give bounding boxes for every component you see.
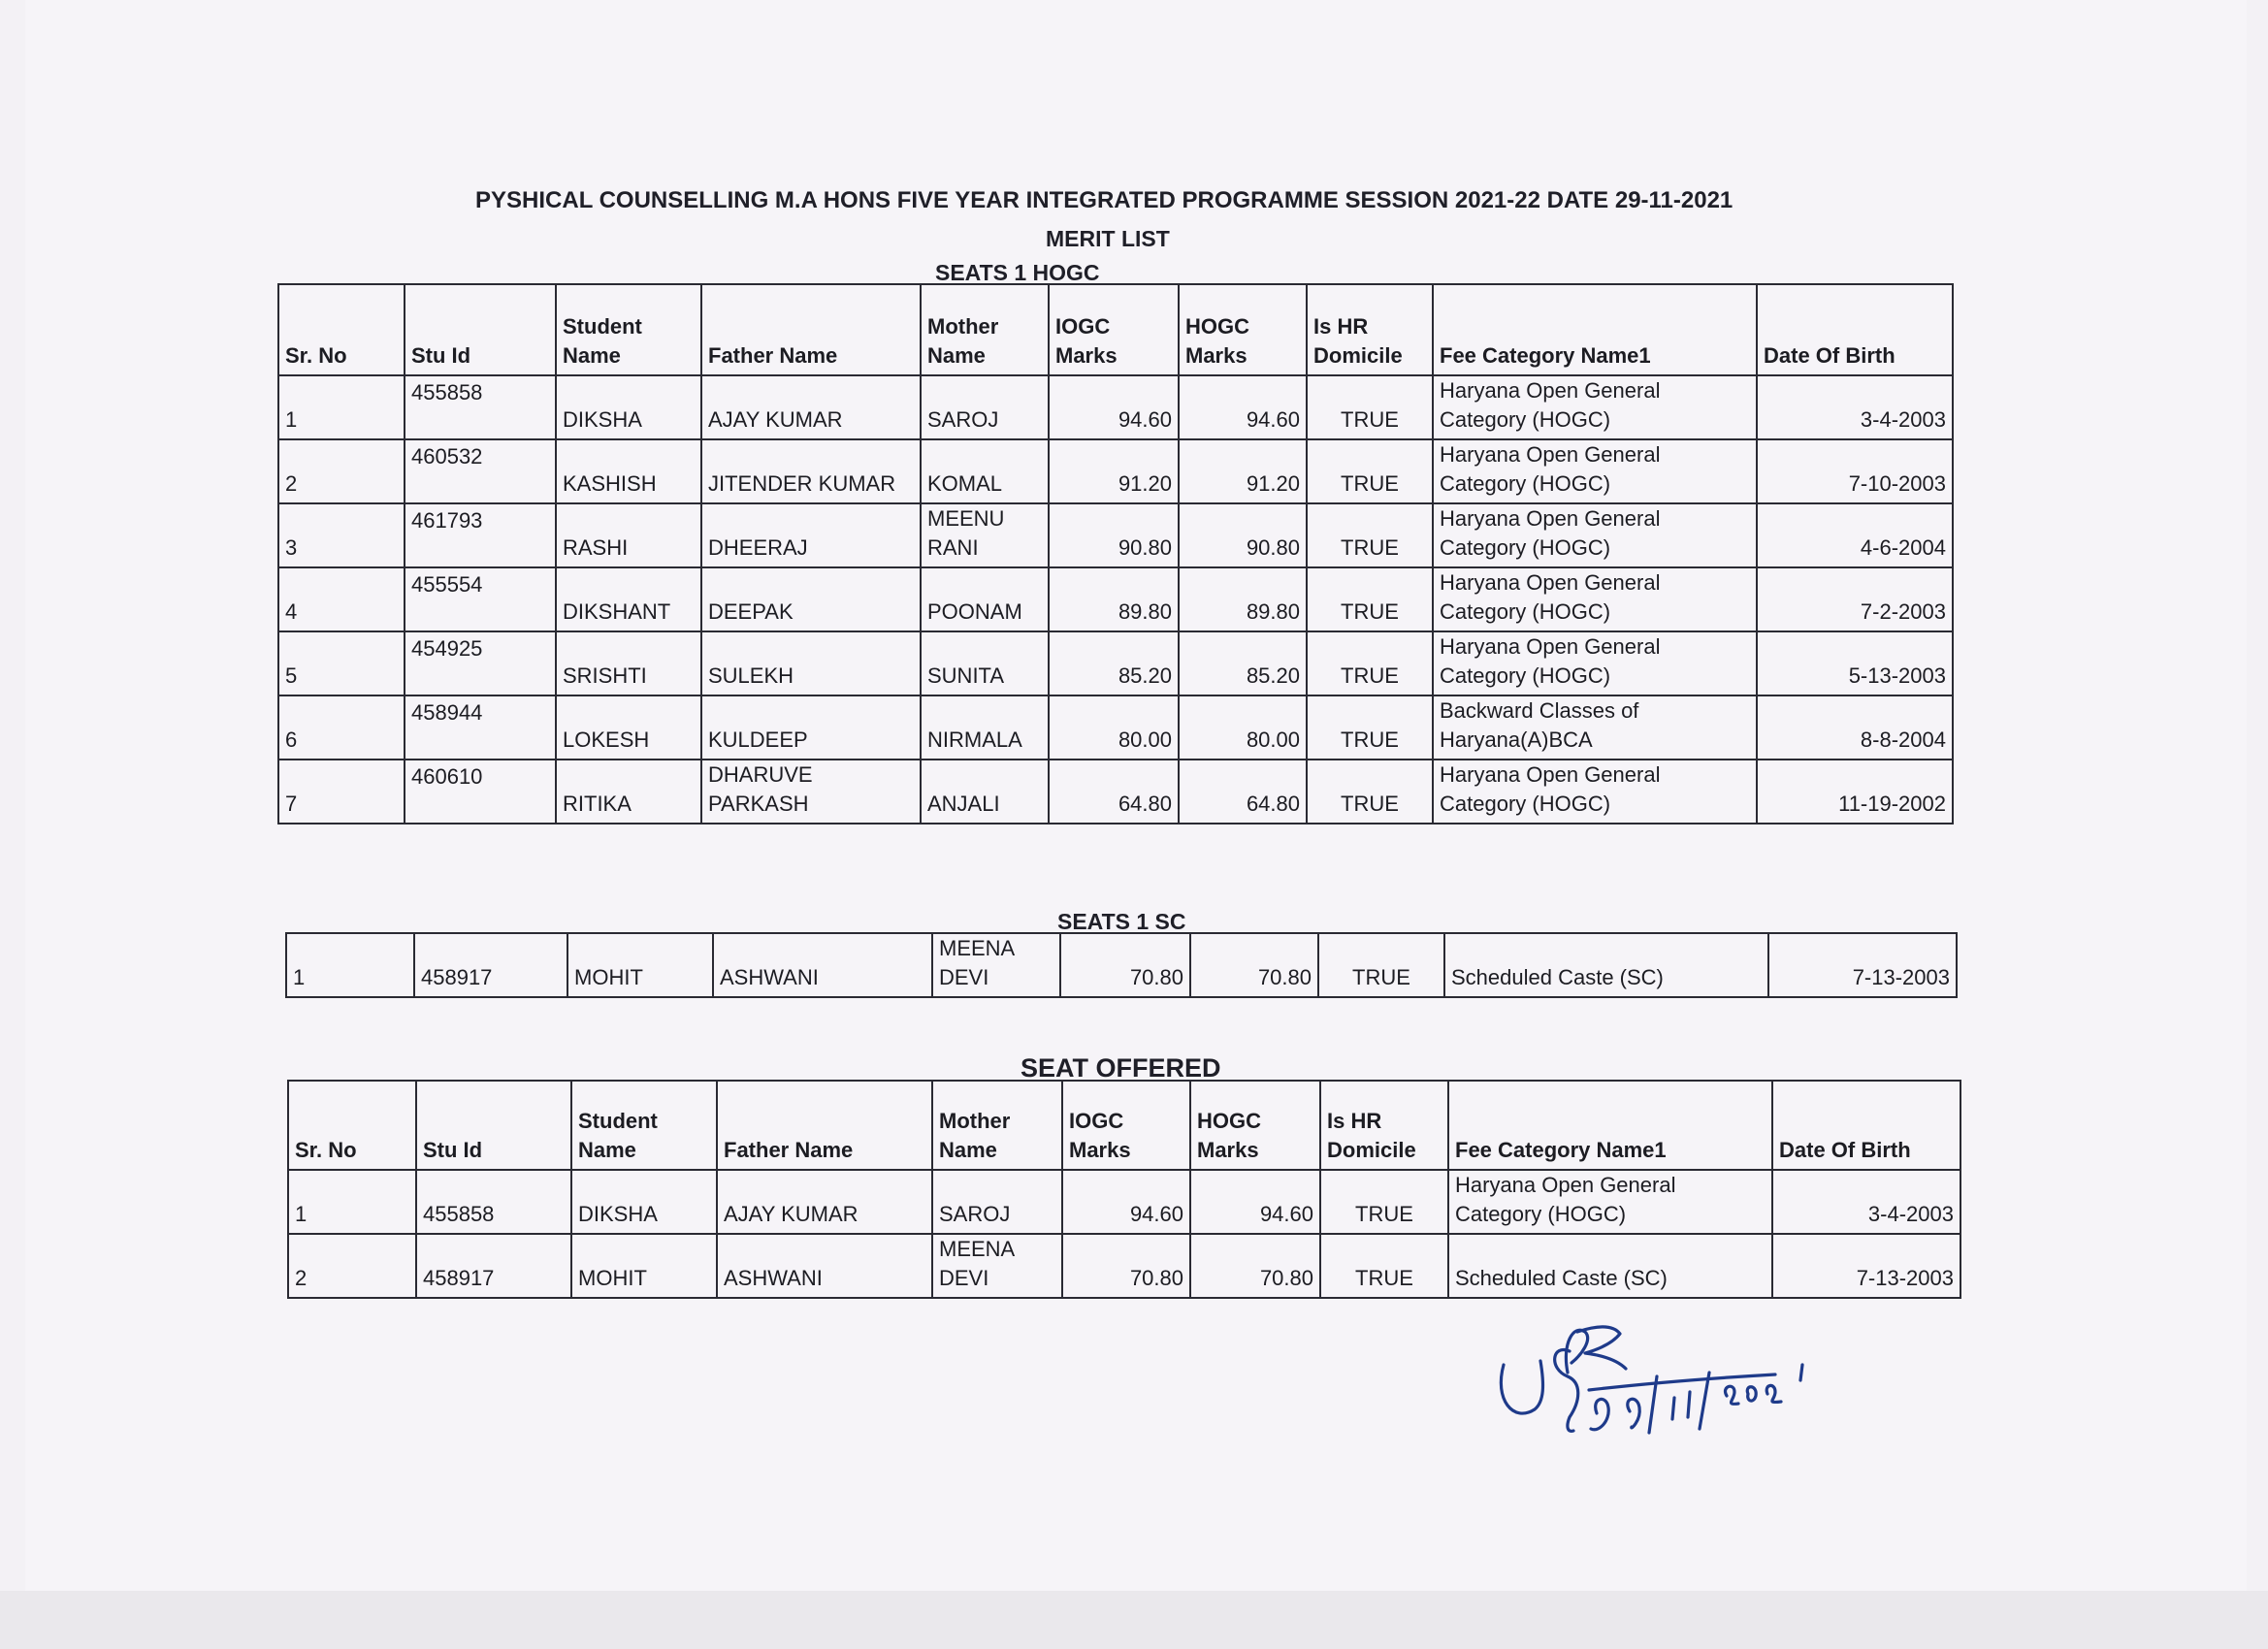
cell-student-name: RASHI	[556, 503, 701, 567]
header-hogc-marks: HOGC Marks	[1179, 284, 1307, 375]
table-row	[278, 631, 1953, 695]
cell-iogc-marks: 91.20	[1049, 439, 1179, 503]
header-dob: Date Of Birth	[1772, 1081, 1960, 1170]
cell-stu-id: 455858	[416, 1170, 571, 1234]
cell-dob: 7-10-2003	[1757, 439, 1953, 503]
header-mother-name: Mother Name	[932, 1081, 1062, 1170]
cell-hogc-marks: 94.60	[1179, 375, 1307, 439]
cell-sr-no: 1	[286, 933, 414, 997]
cell-hogc-marks: 64.80	[1179, 760, 1307, 824]
table-header-row	[278, 284, 1953, 375]
cell-hogc-marks: 90.80	[1179, 503, 1307, 567]
header-dob: Date Of Birth	[1757, 284, 1953, 375]
cell-father-name: DHEERAJ	[701, 503, 921, 567]
header-mother-name: Mother Name	[921, 284, 1049, 375]
cell-hogc-marks: 89.80	[1179, 567, 1307, 631]
header-sr-no: Sr. No	[278, 284, 405, 375]
cell-sr-no: 2	[278, 439, 405, 503]
cell-sr-no: 7	[278, 760, 405, 824]
header-stu-id: Stu Id	[405, 284, 556, 375]
document-title: PYSHICAL COUNSELLING M.A HONS FIVE YEAR INTEGRATED PROGRAMME SESSION 2021-22 DATE 29-11-2021	[475, 187, 1733, 213]
cell-sr-no: 1	[288, 1170, 416, 1234]
table-row	[278, 503, 1953, 567]
cell-dob: 3-4-2003	[1757, 375, 1953, 439]
handwritten-signature	[1484, 1305, 1833, 1450]
cell-hogc-marks: 70.80	[1190, 933, 1318, 997]
table-row	[288, 1170, 1960, 1234]
header-stu-id: Stu Id	[416, 1081, 571, 1170]
cell-is-hr-domicile: TRUE	[1320, 1170, 1448, 1234]
cell-student-name: DIKSHA	[556, 375, 701, 439]
table-row	[278, 695, 1953, 760]
cell-father-name: DHARUVE PARKASH	[701, 760, 921, 824]
cell-dob: 11-19-2002	[1757, 760, 1953, 824]
cell-iogc-marks: 94.60	[1049, 375, 1179, 439]
cell-mother-name: NIRMALA	[921, 695, 1049, 760]
header-fee-category: Fee Category Name1	[1433, 284, 1757, 375]
cell-stu-id: 455554	[405, 567, 556, 631]
sc-seats-heading: SEATS 1 SC	[1057, 909, 1186, 934]
header-father-name: Father Name	[717, 1081, 932, 1170]
cell-father-name: JITENDER KUMAR	[701, 439, 921, 503]
cell-student-name: DIKSHANT	[556, 567, 701, 631]
header-sr-no: Sr. No	[288, 1081, 416, 1170]
cell-is-hr-domicile: TRUE	[1318, 933, 1444, 997]
cell-is-hr-domicile: TRUE	[1307, 439, 1433, 503]
cell-is-hr-domicile: TRUE	[1307, 375, 1433, 439]
cell-mother-name: MEENU RANI	[921, 503, 1049, 567]
cell-fee-category: Haryana Open General Category (HOGC)	[1433, 503, 1757, 567]
cell-is-hr-domicile: TRUE	[1320, 1234, 1448, 1298]
cell-mother-name: SUNITA	[921, 631, 1049, 695]
header-student-name: Student Name	[571, 1081, 717, 1170]
cell-stu-id: 461793	[405, 503, 556, 567]
cell-hogc-marks: 85.20	[1179, 631, 1307, 695]
cell-mother-name: SAROJ	[921, 375, 1049, 439]
cell-student-name: LOKESH	[556, 695, 701, 760]
cell-is-hr-domicile: TRUE	[1307, 631, 1433, 695]
cell-iogc-marks: 94.60	[1062, 1170, 1190, 1234]
table-row	[286, 933, 1957, 997]
cell-father-name: DEEPAK	[701, 567, 921, 631]
cell-student-name: SRISHTI	[556, 631, 701, 695]
cell-iogc-marks: 89.80	[1049, 567, 1179, 631]
cell-fee-category: Scheduled Caste (SC)	[1444, 933, 1768, 997]
cell-hogc-marks: 80.00	[1179, 695, 1307, 760]
table-header-row	[288, 1081, 1960, 1170]
table-row	[288, 1234, 1960, 1298]
table-row	[278, 375, 1953, 439]
cell-fee-category: Haryana Open General Category (HOGC)	[1433, 631, 1757, 695]
cell-dob: 7-13-2003	[1768, 933, 1957, 997]
cell-hogc-marks: 94.60	[1190, 1170, 1320, 1234]
seat-offered-table	[287, 1080, 1961, 1299]
cell-fee-category: Haryana Open General Category (HOGC)	[1433, 567, 1757, 631]
cell-iogc-marks: 70.80	[1062, 1234, 1190, 1298]
cell-dob: 4-6-2004	[1757, 503, 1953, 567]
header-father-name: Father Name	[701, 284, 921, 375]
cell-sr-no: 2	[288, 1234, 416, 1298]
cell-student-name: MOHIT	[567, 933, 713, 997]
cell-student-name: DIKSHA	[571, 1170, 717, 1234]
cell-father-name: ASHWANI	[717, 1234, 932, 1298]
cell-stu-id: 460610	[405, 760, 556, 824]
cell-mother-name: KOMAL	[921, 439, 1049, 503]
cell-stu-id: 455858	[405, 375, 556, 439]
sc-merit-table	[285, 932, 1958, 998]
cell-dob: 7-2-2003	[1757, 567, 1953, 631]
header-iogc-marks: IOGC Marks	[1062, 1081, 1190, 1170]
cell-dob: 5-13-2003	[1757, 631, 1953, 695]
header-is-hr-domicile: Is HR Domicile	[1307, 284, 1433, 375]
cell-stu-id: 458917	[416, 1234, 571, 1298]
cell-fee-category: Scheduled Caste (SC)	[1448, 1234, 1772, 1298]
cell-mother-name: SAROJ	[932, 1170, 1062, 1234]
page-bottom-strip	[0, 1591, 2268, 1649]
cell-hogc-marks: 91.20	[1179, 439, 1307, 503]
cell-is-hr-domicile: TRUE	[1307, 503, 1433, 567]
cell-father-name: SULEKH	[701, 631, 921, 695]
header-fee-category: Fee Category Name1	[1448, 1081, 1772, 1170]
cell-stu-id: 460532	[405, 439, 556, 503]
hogc-merit-table	[277, 283, 1954, 824]
table-row	[278, 439, 1953, 503]
cell-iogc-marks: 70.80	[1060, 933, 1190, 997]
cell-mother-name: MEENA DEVI	[932, 1234, 1062, 1298]
header-student-name: Student Name	[556, 284, 701, 375]
cell-hogc-marks: 70.80	[1190, 1234, 1320, 1298]
header-is-hr-domicile: Is HR Domicile	[1320, 1081, 1448, 1170]
seat-offered-heading: SEAT OFFERED	[1021, 1053, 1221, 1083]
cell-fee-category: Haryana Open General Category (HOGC)	[1433, 760, 1757, 824]
cell-mother-name: POONAM	[921, 567, 1049, 631]
merit-list-heading: MERIT LIST	[1046, 226, 1170, 251]
cell-iogc-marks: 85.20	[1049, 631, 1179, 695]
cell-mother-name: ANJALI	[921, 760, 1049, 824]
cell-stu-id: 458917	[414, 933, 567, 997]
table-row	[278, 567, 1953, 631]
cell-sr-no: 1	[278, 375, 405, 439]
cell-student-name: KASHISH	[556, 439, 701, 503]
cell-is-hr-domicile: TRUE	[1307, 567, 1433, 631]
cell-father-name: AJAY KUMAR	[717, 1170, 932, 1234]
cell-dob: 7-13-2003	[1772, 1234, 1960, 1298]
header-hogc-marks: HOGC Marks	[1190, 1081, 1320, 1170]
table-row	[278, 760, 1953, 824]
cell-iogc-marks: 90.80	[1049, 503, 1179, 567]
cell-is-hr-domicile: TRUE	[1307, 695, 1433, 760]
cell-father-name: AJAY KUMAR	[701, 375, 921, 439]
cell-dob: 8-8-2004	[1757, 695, 1953, 760]
cell-dob: 3-4-2003	[1772, 1170, 1960, 1234]
cell-fee-category: Haryana Open General Category (HOGC)	[1433, 439, 1757, 503]
cell-student-name: RITIKA	[556, 760, 701, 824]
cell-student-name: MOHIT	[571, 1234, 717, 1298]
cell-is-hr-domicile: TRUE	[1307, 760, 1433, 824]
cell-mother-name: MEENA DEVI	[932, 933, 1060, 997]
hogc-seats-heading: SEATS 1 HOGC	[935, 260, 1100, 285]
cell-sr-no: 3	[278, 503, 405, 567]
cell-fee-category: Haryana Open General Category (HOGC)	[1433, 375, 1757, 439]
cell-stu-id: 458944	[405, 695, 556, 760]
cell-sr-no: 6	[278, 695, 405, 760]
cell-father-name: KULDEEP	[701, 695, 921, 760]
cell-iogc-marks: 64.80	[1049, 760, 1179, 824]
cell-sr-no: 4	[278, 567, 405, 631]
cell-stu-id: 454925	[405, 631, 556, 695]
header-iogc-marks: IOGC Marks	[1049, 284, 1179, 375]
cell-fee-category: Haryana Open General Category (HOGC)	[1448, 1170, 1772, 1234]
cell-father-name: ASHWANI	[713, 933, 932, 997]
cell-sr-no: 5	[278, 631, 405, 695]
cell-fee-category: Backward Classes of Haryana(A)BCA	[1433, 695, 1757, 760]
cell-iogc-marks: 80.00	[1049, 695, 1179, 760]
